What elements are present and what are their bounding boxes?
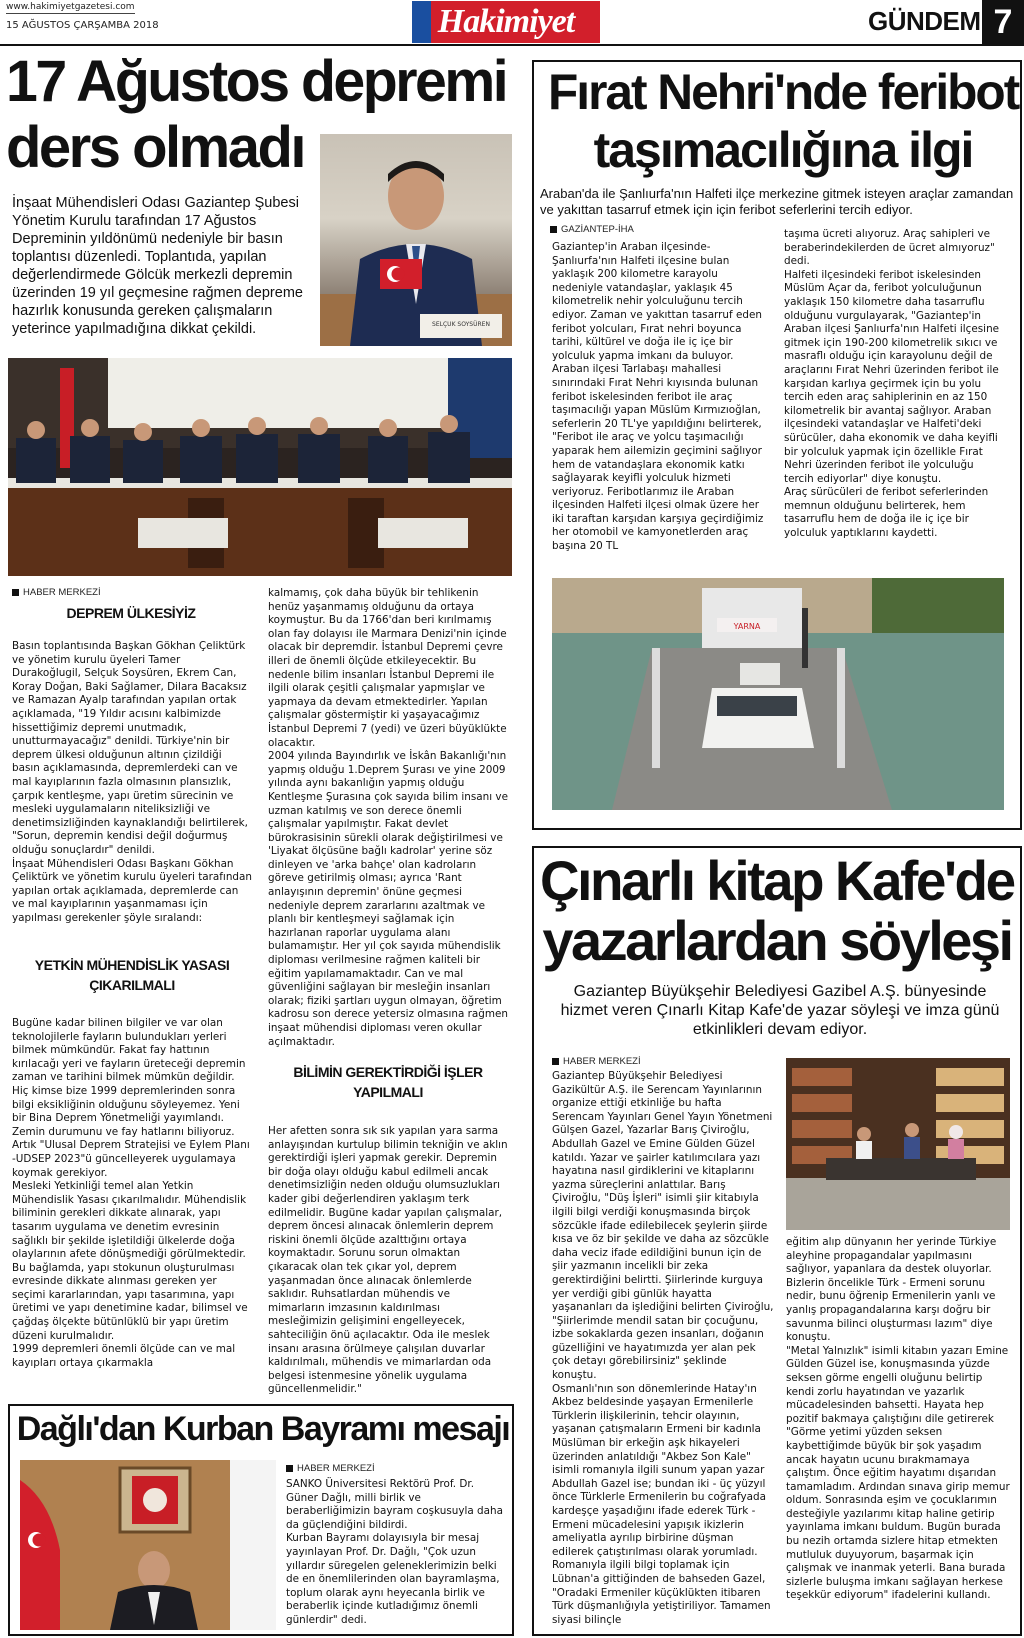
deprem-col1-part2: Bugüne kadar bilinen bilgiler ve var olan teknolojilerle fayların bulundukları yerleri bilmek mümkündür. Fakat fay hattının kırılacağı yeri ve fayların üreteceği depremin zaman ve tarihini bilmek mümkün değildir. Hiç kimse bize 1999 depremlerinden sonra bilgi eksikliğinin olduğunu söyleyemez. Yeni bir Bina Deprem Yönetmeliği yayımlandı. Zemin durumunu ve fay hatlarını biliyoruz. Artık "Ulusal Deprem Stratejisi ve Eylem Planı -UDSEP 2023"ü güncelleyerek uygulamaya koymak gerekiyor. Mesleki Yetkinliği temel alan Yetkin Mühendislik Yasası çıkarılmalıdır. Mühendislik biliminin gerekleri dikkate alınarak, yapı tasarım uygulama ve denetim evresinin sağlıklı bir şekilde işletildiği ülkelerde doğa olaylarının afete dönüşmediği görülmektedir. Bu bağlamda, yapı stokunun oluşturulması evresinde dikkate alınması gereken yer seçimi kararlarından, yapı tasarımına, yapı üretimi ve yapı denetimine kadar, bilimsel ve çağdaş ölçekte bütünlüklü bir yapı üretim düzeni kurulmalıdır. 1999 depremleri önemli ölçüde can ve mal kayıpları ortaya çıkarmakla	[12, 1017, 250, 1369]
kafe-byline-text: HABER MERKEZİ	[563, 1056, 641, 1067]
ferry-photo	[552, 578, 1004, 810]
bayram-body: SANKO Üniversitesi Rektörü Prof. Dr. Güner Dağlı, milli birlik ve beraberliğimizin bayram coşkusuyla daha da güçlendiğini bildirdi. Kurban Bayramı dolayısıyla bir mesaj yayınlayan Prof. Dr. Dağlı, "Çok uzun yıllardır süregelen geleneklerimizin belki de en önemlilerinden olan bayramlaşma, toplum olarak aynı heyecanla birlik ve beraberlik içinde kutladığımız önemli günlerdir" dedi.	[286, 1478, 503, 1626]
deprem-col2-part2: Her afetten sonra sık sık yapılan yara sarma anlayışından kurtulup bilimin tekniğin ve aklın gerektirdiği işleri yapmak gerekir. Depremin bir doğa olayı olduğu kabul edilmeli ancak denetimsizliğin neden olduğu olumsuzlukları kader gibi değerlendiren yaklaşım terk edilmelidir. Bugüne kadar yapılan çalışmalar, deprem öncesi alınacak önlemlerin deprem riskini önemli ölçüde azalttığını ortaya koymaktadır. Sorunu sorun olmaktan çıkaracak olan tek çıkar yol, deprem yaşanmadan önce alınacak önlemlerde saklıdır. Ruhsatlardan mühendis ve mimarların imzasının kaldırılması mesleğimizin gelişimini engelleyecek, sahteciliğin önü açılacaktır. Oda ile meslek insanı arasına örülmeye çalışılan duvarlar kaldırılmalı, mühendis ve mimarlardan oda belgesi istenmesine yönelik uygulama güncellenmelidir."	[268, 1125, 508, 1396]
bayram-headline: Dağlı'dan Kurban Bayramı mesajı	[16, 1410, 510, 1448]
dagli-photo	[20, 1460, 276, 1630]
kafe-byline	[552, 1056, 641, 1067]
kafe-lead: Gaziantep Büyükşehir Belediyesi Gazibel A.Ş. bünyesinde hizmet veren Çınarlı Kitap Kafe'de yazar söyleşi ve imza günü etkinlikleri devam ediyor.	[560, 983, 1000, 1038]
panel-photo	[8, 358, 512, 576]
feribot-headline-1: Fırat Nehri'nde feribot	[548, 64, 1019, 120]
turkish-flag-icon	[380, 259, 422, 289]
page-number: 7	[982, 0, 1024, 44]
deprem-byline	[12, 587, 101, 598]
deprem-lead: İnşaat Mühendisleri Odası Gaziantep Şubesi Yönetim Kurulu tarafından 17 Ağustos Depreminin yıldönümü nedeniyle bir basın toplantısı düzenledi. Toplantıda, yapılan değerlendirmede Gölcük merkezli depremin üzerinden 19 yıl geçmesine rağmen depreme hazırlık konusunda gereken çalışmaların yeterince yapılmadığına dikkat çekildi.	[12, 195, 303, 337]
kafe-headline-2: yazarlardan söyleşi	[542, 909, 1012, 972]
feribot-byline-text: GAZİANTEP-İHA	[561, 224, 634, 235]
feribot-col1: Gaziantep'in Araban ilçesinde-Şanlıurfa'nın Halfeti ilçesine bulan yaklaşık 200 kilometre karayolu nedeniyle vatandaşlar, yaklaşık 45 kilometrelik nehir yolculuğunu tercih ediyor. Zaman ve yakıttan tasarruf eden feribot yolcuları, Fırat nehri boyunca tarihi, kültürel ve doğa ile iç içe bir yolculuk yapma imkanı da buluyor. Araban ilçesi Tarlabaşı mahallesi sınırındaki Fırat Nehri kıyısında bulunan feribot iskelesinden feribot ile araç taşımacılığı yapan Müslüm Kırmızıoğlan, seferlerin 20 TL'ye yapıldığını belirterek, "Feribot ile araç ve yolcu taşımacılığı yaparak hem ailemizin geçimini sağlıyor hem de vatandaşlara ekonomik katkı sağlayarak keyifli yolculuk hizmeti veriyoruz. Feribotlarımız ile Araban ilçesinden Halfeti ilçesi olmak üzere her iki taraftan karşıdan karşıya geçirdiğimiz her otomobil ve kamyonetlerden araç başına 20 TL	[552, 241, 764, 553]
byline-square-icon	[12, 589, 19, 596]
feribot-col2: taşıma ücreti alıyoruz. Araç sahipleri ve beraberindekilerden de ücret almıyoruz" dedi. Halfeti ilçesindeki feribot iskelesinden Müslüm Açar da, feribot yolculuğunun yaklaşık 150 kilometre daha tasarruflu olduğunu vurgulayarak, "Gaziantep'in Araban ilçesi Şanlıurfa'nın Halfeti ilçesine gitmek için 190-200 kilometrelik sıkıcı ve masraflı olduğu için karayolunu değil de araçlarını Fırat Nehri üzerinden feribot ile karşıdan karlıya geçirmek için bu yolu tercih eden araç sahiplerinin en az 150 kilometrelik bir avantaj sağlıyor. Araban ilçesindeki vatandaşlar ve Halfeti'deki sürücüler, daha ekonomik ve daha keyifli bir yolculuk yapmak için özellikle Fırat Nehri üzerinden feribot ile yolculuğu tercih ediyorlar" diye konuştu. Araç sürücüleri de feribot seferlerinden memnun olduğunu belirterek, hem tasarruflu hem de doğa ile iç içe bir yolculuk yaptıklarını kaydetti.	[784, 228, 1000, 540]
feribot-headline-2: taşımacılığına ilgi	[593, 122, 973, 178]
newspaper-logo	[412, 1, 600, 43]
deprem-headline-1: 17 Ağustos depremi	[6, 49, 507, 114]
issue-date: 15 AĞUSTOS ÇARŞAMBA 2018	[6, 20, 159, 31]
section-name: GÜNDEM	[868, 6, 981, 36]
deprem-subhead-2: YETKİN MÜHENDİSLİK YASASI ÇIKARILMALI	[34, 957, 230, 993]
feribot-byline	[550, 224, 634, 235]
ferry-sign: YARNA	[733, 622, 761, 631]
site-url: www.hakimiyetgazetesi.com	[6, 2, 135, 12]
nameplate: SELÇUK SOYSÜREN	[432, 321, 490, 328]
bayram-byline	[286, 1463, 375, 1474]
deprem-col1-part1: Basın toplantısında Başkan Gökhan Çeliktürk ve yönetim kurulu üyeleri Tamer Durakoğlugil, Selçuk Soysüren, Ekrem Can, Koray Doğan, Baki Sağlamer, Dilara Bacaksız ve Ramazan Ayalp tarafından yapılan ortak açıklamada, "19 Yıldır acısını kalbimizde hissettiğimiz depremi unutmadık, unutturmayacağız" denildi. Türkiye'nin bir deprem ülkesi olduğunun altının çizildiği basın açıklamasında, depremlerdeki can ve mal kayıplarının fazla olmasının plansızlık, çarpık kentleşme, yapı üretim sürecinin ve mesleki uygulamaların niteliksizliği ve denetimsizliğinden kaynaklandığı belirtilerek, "Sorun, depremin kendisi değil doğurmuş olduğu sonuçlardır" denildi. İnşaat Mühendisleri Odası Başkanı Gökhan Çeliktürk ve yönetim kurulu üyeleri tarafından yapılan ortak açıklamada, depremlerde can ve mal kayıplarının yaşanmaması için yapılması gerekenler şöyle sıralandı:	[12, 640, 252, 924]
kafe-col2: eğitim alıp dünyanın her yerinde Türkiye aleyhine propagandalar yapılmasını sağlıyor, yapanlara da destek oluyorlar. Bizlerin öncelikle Türk - Ermeni sorunu nedir, bunu öğrenip Ermenilerin yanlı ve yanlış propagandalarına karşı doğru bir savunma bilinci oluşturması lazım" diye konuştu. "Metal Yalnızlık" isimli kitabın yazarı Emine Gülden Güzel ise, konuşmasında yüzde seksen görme engelli oluğunu belirtip kendi zorlu hayatından ve yazarlık mücadelesinden bahsetti. Hayata hep pozitif bakmaya çalıştığını dile getirerek "Görme yetimi yüzden seksen kaybettiğimde büyük bir şok yaşadım ancak hayatın ucunu bırakmamaya çalıştım. Önce eğitim hayatımı dışarıdan tamamladım. Ardından sınava girip memur oldum. Sonrasında eşim ve çocuklarımın desteğiyle yazılarımı kitap haline getirip yayınlama imkanı buldum. Bugün burada bu nezih ortamda sizlere hitap etmekten mutluluk duyuyorum, başarmak için çalışmak ve inanmak yeterli. Bana burada sizlerle buluşma imkanı sağlayan herkese teşekkür ediyorum" ifadelerini kullandı.	[786, 1236, 1010, 1602]
header-rule	[0, 44, 1024, 46]
deprem-subhead-3: BİLİMİN GEREKTİRDİĞİ İŞLER YAPILMALI	[293, 1064, 483, 1100]
feribot-lead: Araban'da ile Şanlıurfa'nın Halfeti ilçe merkezine gitmek isteyen araçlar zamandan ve yakıttan tasarruf etmek için için feribot seferlerini tercih ediyor.	[540, 186, 1014, 217]
deprem-col2-part1: kalmamış, çok daha büyük bir tehlikenin henüz yaşanmamış olduğunu da ortaya koymuştur. Bu da 1766'dan beri kırılmamış olan fay dolayısı ile Marmara Denizi'nin içinde olacak bir depremdir. İstanbul Depremi çevre illeri de önemli ölçüde etkileyecektir. Bu nedenle bilim insanları İstanbul Depremi ile ilgili olarak çeşitli çalışmalar yapmışlar ve yapmaya da devam etmektedirler. Yapılan çalışmalar göstermiştir ki yaşayacağımız İstanbul Depremi 7 (yedi) ve üzeri büyüklükte olacaktır. 2004 yılında Bayındırlık ve İskân Bakanlığı'nın yapmış olduğu 1.Deprem Şurası ve yine 2009 yılında aynı bakanlığın yapmış olduğu Kentleşme Şurasına çok sayıda bilim insanı ve uzman katılmış ve son derece önemli çalışmalar yapılmıştır. Fakat devlet bürokrasisinin sürekli olarak değiştirilmesi ve 'Liyakat ölçüsüne bağlı kadrolar' yerine söz dinleyen ve 'arka bahçe' olan kadroların göreve getirilmiş olması; ayrıca 'Rant anlayışının depremin' önüne geçmesi nedeniyle deprem zararlarını azaltmak ve planlı bir kentleşmeyi sağlamak için hazırlanan raporlar uygulama alanı bulamamıştır. Her yıl çok sayıda mühendislik diploması verilmesine rağmen kaliteli bir eğitim yapılamamaktadır. Can ve mal güvenliğini sağlayan bir mesleğin insanları olarak; fiziki şartları uygun olmayan, öğretim kadrosu son derece yetersiz olmasına rağmen inşaat mühendisi diploması veren okullar açılmaktadır.	[268, 587, 508, 1048]
byline-square-icon	[286, 1465, 293, 1472]
deprem-headline-2: ders olmadı	[6, 115, 305, 180]
kafe-photo	[786, 1058, 1010, 1230]
deprem-subhead-1: DEPREM ÜLKESİYİZ	[66, 605, 196, 621]
logo-text: Hakimiyet	[437, 3, 575, 40]
byline-square-icon	[552, 1058, 559, 1065]
byline-square-icon	[550, 226, 557, 233]
kafe-col1: Gaziantep Büyükşehir Belediyesi Gazikültür A.Ş. ile Serencam Yayınlarının organize ettiği etkinliğe bu hafta Serencam Yayınları Genel Yayın Yönetmeni Gülşen Gazel, Yazarlar Barış Çiviroğlu, Abdullah Gazel ve Emine Gülden Güzel katıldı. Yazar ve şairler katılımcılara yazı hayatına nasıl girdiklerini ve kitaplarını yazma süreçlerini anlattılar. Barış Çiviroğlu, "Düş İşleri" isimli şiir kitabıyla ilgili bilgi verdiği konuşmasında birçok sözcükle ifade edilebilecek şeylerin şiirde kısa ve öz bir şekilde ve daha az sözcükle daha veciz ifade edildiğini bunun için de şiir yazmanın incelikli bir zeka gerektirdiğini belirtti. Şiirlerinde kurguya yer verdiği gibi günlük hayatta yaşananları da işlediğini belirten Çiviroğlu, "Şiirlerimde mendil satan bir çocuğunu, izbe sokaklarda gezen insanları, doğanın güzelliğini ve hayatımızda yer alan pek çok detayı görebilirsiniz" şeklinde konuştu. Osmanlı'nın son dönemlerinde Hatay'ın Akbez beldesinde yaşayan Ermenilerle Türklerin ilişkilerinin, tehcir olayının, yaşanan çatışmaların Ermeni bir kadınla Müslüman bir erkeğin aşk hikayeleri üzerinden anlatıldığı "Akbez Son Kale" isimli romanıyla ilgili sunum yapan yazar Abdullah Gazel ise; bundan iki - üç yüzyıl önce Türklerle Ermenilerin bu coğrafyada kardeşçe yaşadığını ifade ederek Türk - Ermeni mücadelesini yapışık ikizlerin ameliyatla ayrılıp birbirine düşman edilerek çatıştırılması olarak yorumladı. Romanıyla ilgili bilgi toplamak için Lübnan'a gittiğinden de bahseden Gazel, "Oradaki Ermeniler küçüklükten itibaren Türk düşmanlığıyla yetiştiriliyor. Tamamen siyasi bilinçle	[552, 1070, 774, 1626]
speaker-photo	[320, 134, 512, 346]
kafe-headline-1: Çınarlı kitap Kafe'de	[540, 849, 1014, 912]
bayram-byline-text: HABER MERKEZİ	[297, 1463, 375, 1474]
deprem-byline-text: HABER MERKEZİ	[23, 587, 101, 598]
